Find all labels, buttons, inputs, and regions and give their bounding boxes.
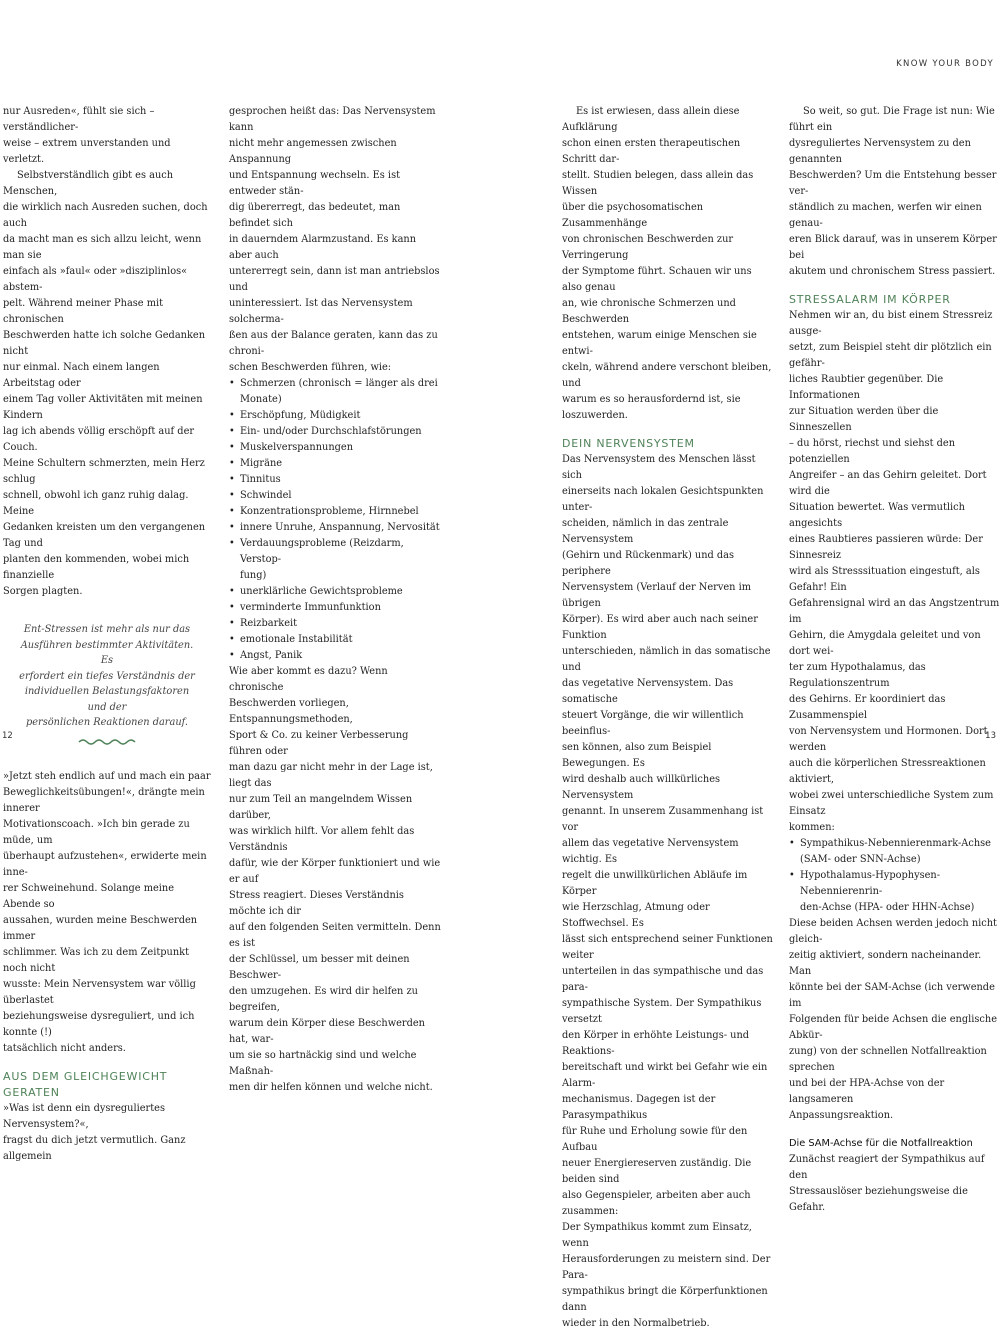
text-line: ter zum Hypothalamus, das Regulationszentrum (789, 662, 926, 689)
text-line: untererregt sein, dann ist man antriebslos und (229, 266, 440, 293)
subheading: Die SAM-Achse für die Notfallreaktion (789, 1138, 973, 1149)
text-line: nur zum Teil an mangelndem Wissen darüber, (229, 794, 413, 821)
list-item (229, 376, 441, 408)
text-line: unterschieden, nämlich in das somatische und (562, 646, 771, 673)
section-heading: DEIN NERVENSYSTEM (562, 437, 695, 450)
text-line: eines Raubtieres passieren würde: Der Sinnesreiz (789, 534, 983, 561)
text-line: individuellen Belastungsfaktoren und der (24, 686, 190, 713)
text-line: von chronischen Beschwerden zur Verringerung (562, 234, 734, 261)
text-line: Es ist erwiesen, dass allein diese Aufklärung (562, 106, 740, 133)
text-line: Reizbarkeit (240, 618, 298, 629)
text-line: innere Unruhe, Anspannung, Nervosität (240, 522, 440, 533)
page-number-left: 12 (2, 731, 13, 741)
text-line: auf den folgenden Seiten vermitteln. Denn es ist (229, 922, 441, 949)
text-line: Beschwerden vorliegen, Entspannungsmethoden, (229, 698, 353, 725)
text-line: schlimmer. Was ich zu dem Zeitpunkt noch nicht (3, 946, 190, 974)
list-item (229, 632, 441, 648)
text-line: Migräne (240, 458, 283, 469)
text-line: einerseits nach lokalen Gesichtspunkten unter- (562, 486, 764, 513)
text-line: Das Nervensystem des Menschen lässt sich (562, 454, 756, 481)
text-line: Verdauungsprobleme (Reizdarm, Verstop- (240, 538, 404, 565)
list-item (229, 616, 441, 632)
text-line: Sympathikus-Nebennierenmark-Achse (800, 838, 991, 849)
text-line: fragst du dich jetzt vermutlich. Ganz allgemein (3, 1134, 186, 1162)
text-line: verminderte Immunfunktion (240, 602, 381, 613)
list-item (229, 456, 441, 472)
section-heading: AUS DEM GLEICHGEWICHT GERATEN (3, 1069, 168, 1099)
text-line: nur Ausreden«, fühlt sie sich – verständlicher- (3, 106, 155, 133)
text-line: wird deshalb auch willkürliches Nervensystem (562, 774, 721, 801)
text-line: dafür, wie der Körper funktioniert und wie er auf (229, 858, 441, 885)
text-line: nicht mehr angemessen zwischen Anspannung (229, 138, 397, 165)
text-line: über die psychosomatischen Zusammenhänge (562, 202, 704, 229)
list-item (789, 836, 1000, 868)
text-line: wie Herzschlag, Atmung oder Stoffwechsel. Es (562, 902, 710, 929)
text-line: Angst, Panik (240, 650, 303, 661)
text-line: men dir helfen können und welche nicht. (229, 1082, 433, 1093)
text-line: den umzugehen. Es wird dir helfen zu begreifen, (229, 986, 418, 1013)
text-line: Monate) (240, 394, 282, 405)
text-line: des Gehirns. Er koordiniert das Zusammenspiel (789, 694, 946, 721)
text-line: entstehen, warum einige Menschen sie entwi- (562, 330, 757, 357)
text-line: könnte bei der SAM-Achse (ich verwende im (789, 982, 995, 1009)
text-line: sympathische System. Der Sympathikus versetzt (562, 998, 762, 1025)
text-line: fung) (240, 570, 267, 581)
text-line: Stressauslöser beziehungsweise die Gefahr. (789, 1186, 968, 1213)
text-line: Selbstverständlich gibt es auch Menschen, (3, 170, 174, 197)
text-line: Nehmen wir an, du bist einem Stressreiz ausge- (789, 310, 993, 337)
text-line: warum dein Körper diese Beschwerden hat, war- (229, 1018, 425, 1045)
text-line: setzt, zum Beispiel steht dir plötzlich ein gefähr- (789, 342, 992, 369)
list-item (229, 504, 441, 520)
text-line: Zunächst reagiert der Sympathikus auf den (789, 1154, 985, 1181)
text-line: Meine Schultern schmerzten, mein Herz schlug (3, 458, 205, 485)
text-line: warum es so herausfordernd ist, sie loszuwerden. (562, 394, 741, 421)
text-line: uninteressiert. Ist das Nervensystem solcherma- (229, 298, 413, 325)
text-line: bereitschaft und wirkt bei Gefahr wie ein Alarm- (562, 1062, 768, 1089)
column-right-page-2 (789, 104, 1000, 1216)
text-line: Gefahrensignal wird an das Angstzentrum im (789, 598, 1000, 625)
text-line: unerklärliche Gewichtsprobleme (240, 586, 403, 597)
text-line: Schmerzen (chronisch = länger als drei (240, 378, 438, 389)
text-line: den-Achse (HPA- oder HHN-Achse) (800, 902, 975, 913)
text-line: eren Blick darauf, was in unserem Körper bei (789, 234, 997, 261)
text-line: regelt die unwillkürlichen Abläufe im Körper (562, 870, 748, 897)
axis-list (789, 836, 1000, 916)
list-item (229, 584, 441, 600)
column-left-page-2 (229, 104, 441, 1096)
text-line: schnell, obwohl ich ganz ruhig dalag. Meine (3, 490, 189, 517)
text-line: dig übererregt, das bedeutet, man befindet sich (229, 202, 401, 229)
text-line: sen können, also zum Beispiel Bewegungen. Es (562, 742, 712, 769)
paragraph (789, 104, 1000, 280)
text-line: Nervensystem (Verlauf der Nerven im übrigen (562, 582, 752, 609)
text-line: Konzentrationsprobleme, Hirnnebel (240, 506, 419, 517)
text-line: »Jetzt steh endlich auf und mach ein paar (3, 770, 211, 782)
text-line: was wirklich hilft. Vor allem fehlt das Verständnis (229, 826, 415, 853)
column-left-page-1 (3, 104, 211, 1165)
text-line: der Symptome führt. Schauen wir uns also genau (562, 266, 752, 293)
text-line: (Gehirn und Rückenmark) und das periphere (562, 550, 735, 577)
text-line: allem das vegetative Nervensystem wichtig. Es (562, 838, 739, 865)
column-right-page-1 (562, 104, 774, 1332)
text-line: Muskelverspannungen (240, 442, 354, 453)
list-item (229, 600, 441, 616)
text-line: den Körper in erhöhte Leistungs- und Reaktions- (562, 1030, 750, 1057)
text-line: erfordert ein tiefes Verständnis der (19, 670, 195, 682)
text-line: in dauerndem Alarmzustand. Es kann aber auch (229, 234, 417, 261)
text-line: zur Situation werden über die Sinneszellen (789, 406, 939, 433)
section-heading: STRESSALARM IM KÖRPER (789, 293, 951, 306)
text-line: Schwindel (240, 490, 292, 501)
text-line: Ausführen bestimmter Aktivitäten. Es (20, 639, 194, 666)
paragraph (789, 916, 1000, 1124)
text-line: Beschwerden hatte ich solche Gedanken nicht (3, 330, 206, 357)
paragraph (562, 104, 774, 424)
text-line: »Was ist denn ein dysreguliertes Nervensystem?«, (3, 1102, 165, 1130)
text-line: da macht man es sich allzu leicht, wenn man sie (3, 234, 202, 261)
text-line: der Schlüssel, um besser mit deinen Beschwer- (229, 954, 410, 981)
text-line: zeitig aktiviert, sondern nacheinander. Man (789, 950, 982, 977)
text-line: zung) von der schnellen Notfallreaktion sprechen (789, 1046, 987, 1073)
paragraph (789, 1152, 1000, 1216)
text-line: auch die körperlichen Stressreaktionen aktiviert, (789, 758, 986, 785)
list-item (229, 488, 441, 504)
paragraph (229, 664, 441, 1096)
text-line: Motivationscoach. »Ich bin gerade zu müde, um (3, 818, 190, 846)
text-line: Situation bewertet. Was vermutlich angesichts (789, 502, 965, 529)
squiggle-divider-icon (77, 737, 137, 747)
text-line: Diese beiden Achsen werden jedoch nicht gleich- (789, 918, 997, 945)
text-line: Folgenden für beide Achsen die englische Abkür- (789, 1014, 997, 1041)
paragraph (789, 308, 1000, 836)
list-item (229, 520, 441, 536)
list-item (229, 408, 441, 424)
text-line: für Ruhe und Erholung sowie für den Aufbau (562, 1126, 748, 1153)
text-line: wieder in den Normalbetrieb. (562, 1318, 710, 1329)
text-line: das vegetative Nervensystem. Das somatische (562, 678, 734, 705)
text-line: mechanismus. Dagegen ist der Parasympathikus (562, 1094, 716, 1121)
text-line: einem Tag voller Aktivitäten mit meinen Kindern (3, 394, 203, 421)
text-line: Herausforderungen zu meistern sind. Der Para- (562, 1254, 771, 1281)
text-line: liches Raubtier gegenüber. Die Informationen (789, 374, 944, 401)
text-line: Der Sympathikus kommt zum Einsatz, wenn (562, 1222, 752, 1249)
text-line: wird als Stresssituation eingestuft, als Gefahr! Ein (789, 566, 980, 593)
text-line: beziehungsweise dysreguliert, und ich konnte (!) (3, 1010, 195, 1038)
text-line: – du hörst, riechst und siehst den potenziellen (789, 438, 956, 465)
text-line: ständlich zu machen, werfen wir einen genau- (789, 202, 982, 229)
paragraph (3, 104, 211, 168)
text-line: Angreifer – an das Gehirn geleitet. Dort wird die (789, 470, 987, 497)
text-line: einfach als »faul« oder »disziplinlos« abstem- (3, 266, 188, 293)
paragraph (3, 168, 211, 600)
text-line: sympathikus bringt die Körperfunktionen dann (562, 1286, 768, 1313)
text-line: Sport & Co. zu keiner Verbesserung führen oder (229, 730, 409, 757)
text-line: Ein- und/oder Durchschlafstörungen (240, 426, 422, 437)
text-line: Gedanken kreisten um den vergangenen Tag und (3, 522, 206, 549)
text-line: neuer Energiereserven zuständig. Die beiden sind (562, 1158, 752, 1185)
text-line: Beweglichkeitsübungen!«, drängte mein innerer (3, 786, 205, 814)
text-line: (SAM- oder SNN-Achse) (800, 854, 921, 865)
text-line: also Gegenspieler, arbeiten aber auch zusammen: (562, 1190, 751, 1217)
text-line: überhaupt aufzustehen«, erwiderte mein inne- (3, 850, 207, 878)
text-line: So weit, so gut. Die Frage ist nun: Wie führt ein (789, 106, 995, 133)
pull-quote (15, 622, 199, 731)
text-line: tatsächlich nicht anders. (3, 1042, 126, 1054)
text-line: wusste: Mein Nervensystem war völlig überlastet (3, 978, 196, 1006)
text-line: und Entspannung wechseln. Es ist entweder stän- (229, 170, 401, 197)
list-item (789, 868, 1000, 916)
list-item (229, 536, 441, 584)
paragraph (229, 104, 441, 376)
paragraph (562, 452, 774, 1332)
list-item (229, 472, 441, 488)
text-line: Sorgen plagten. (3, 586, 83, 597)
text-line: rer Schweinehund. Solange meine Abende so (3, 882, 175, 910)
text-line: schen Beschwerden führen, wie: (229, 362, 392, 373)
text-line: Wie aber kommt es dazu? Wenn chronische (229, 666, 388, 693)
text-line: man dazu gar nicht mehr in der Lage ist, liegt das (229, 762, 433, 789)
text-line: von Nervensystem und Hormonen. Dort werden (789, 726, 988, 753)
text-line: scheiden, nämlich in das zentrale Nervensystem (562, 518, 729, 545)
text-line: steuert Vorgänge, die wir willentlich beeinflus- (562, 710, 744, 737)
text-line: nur einmal. Nach einem langen Arbeitstag oder (3, 362, 160, 389)
text-line: und bei der HPA-Achse von der langsameren (789, 1078, 945, 1105)
text-line: dysreguliertes Nervensystem zu den genannten (789, 138, 971, 165)
text-line: aussahen, wurden meine Beschwerden immer (3, 914, 198, 942)
text-line: wobei zwei unterschiedliche System zum Einsatz (789, 790, 994, 817)
page-number-right: 13 (985, 731, 996, 741)
text-line: Gehirn, die Amygdala geleitet und von dort wei- (789, 630, 981, 657)
text-line: Anpassungsreaktion. (789, 1110, 894, 1121)
text-line: weise – extrem unverstanden und verletzt. (3, 138, 171, 165)
list-item (229, 424, 441, 440)
text-line: Erschöpfung, Müdigkeit (240, 410, 361, 421)
text-line: persönlichen Reaktionen darauf. (25, 717, 189, 728)
text-line: ßen aus der Balance geraten, kann das zu chroni- (229, 330, 438, 357)
text-line: emotionale Instabilität (240, 634, 353, 645)
text-line: kommen: (789, 822, 835, 833)
list-item (229, 440, 441, 456)
text-line: Beschwerden? Um die Entstehung besser ver- (789, 170, 997, 197)
text-line: an, wie chronische Schmerzen und Beschwerden (562, 298, 736, 325)
text-line: pelt. Während meiner Phase mit chronischen (3, 298, 164, 325)
text-line: akutem und chronischem Stress passiert. (789, 266, 996, 277)
text-line: um sie so hartnäckig sind und welche Maßnah- (229, 1050, 417, 1077)
text-line: schon einen ersten therapeutischen Schritt dar- (562, 138, 741, 165)
list-item (229, 648, 441, 664)
paragraph (3, 1101, 211, 1165)
text-line: ckeln, während andere verschont bleiben, und (562, 362, 772, 389)
text-line: stellt. Studien belegen, dass allein das Wissen (562, 170, 754, 197)
text-line: Körper). Es wird aber auch nach seiner Funktion (562, 614, 758, 641)
symptom-list (229, 376, 441, 664)
text-line: planten den kommenden, wobei mich finanzielle (3, 554, 190, 581)
text-line: gesprochen heißt das: Das Nervensystem kann (229, 106, 436, 133)
text-line: Hypothalamus-Hypophysen-Nebennierenrin- (800, 870, 941, 897)
text-line: lässt sich entsprechend seiner Funktionen weiter (562, 934, 773, 961)
paragraph (3, 769, 211, 1057)
text-line: die wirklich nach Ausreden suchen, doch auch (3, 202, 208, 229)
text-line: Ent-Stressen ist mehr als nur das (23, 624, 191, 635)
text-line: Tinnitus (240, 474, 281, 485)
text-line: lag ich abends völlig erschöpft auf der Couch. (3, 426, 195, 453)
running-header: KNOW YOUR BODY (896, 59, 994, 69)
text-line: unterteilen in das sympathische und das para- (562, 966, 764, 993)
text-line: Stress reagiert. Dieses Verständnis möchte ich dir (229, 890, 404, 917)
text-line: genannt. In unserem Zusammenhang ist vor (562, 806, 764, 833)
